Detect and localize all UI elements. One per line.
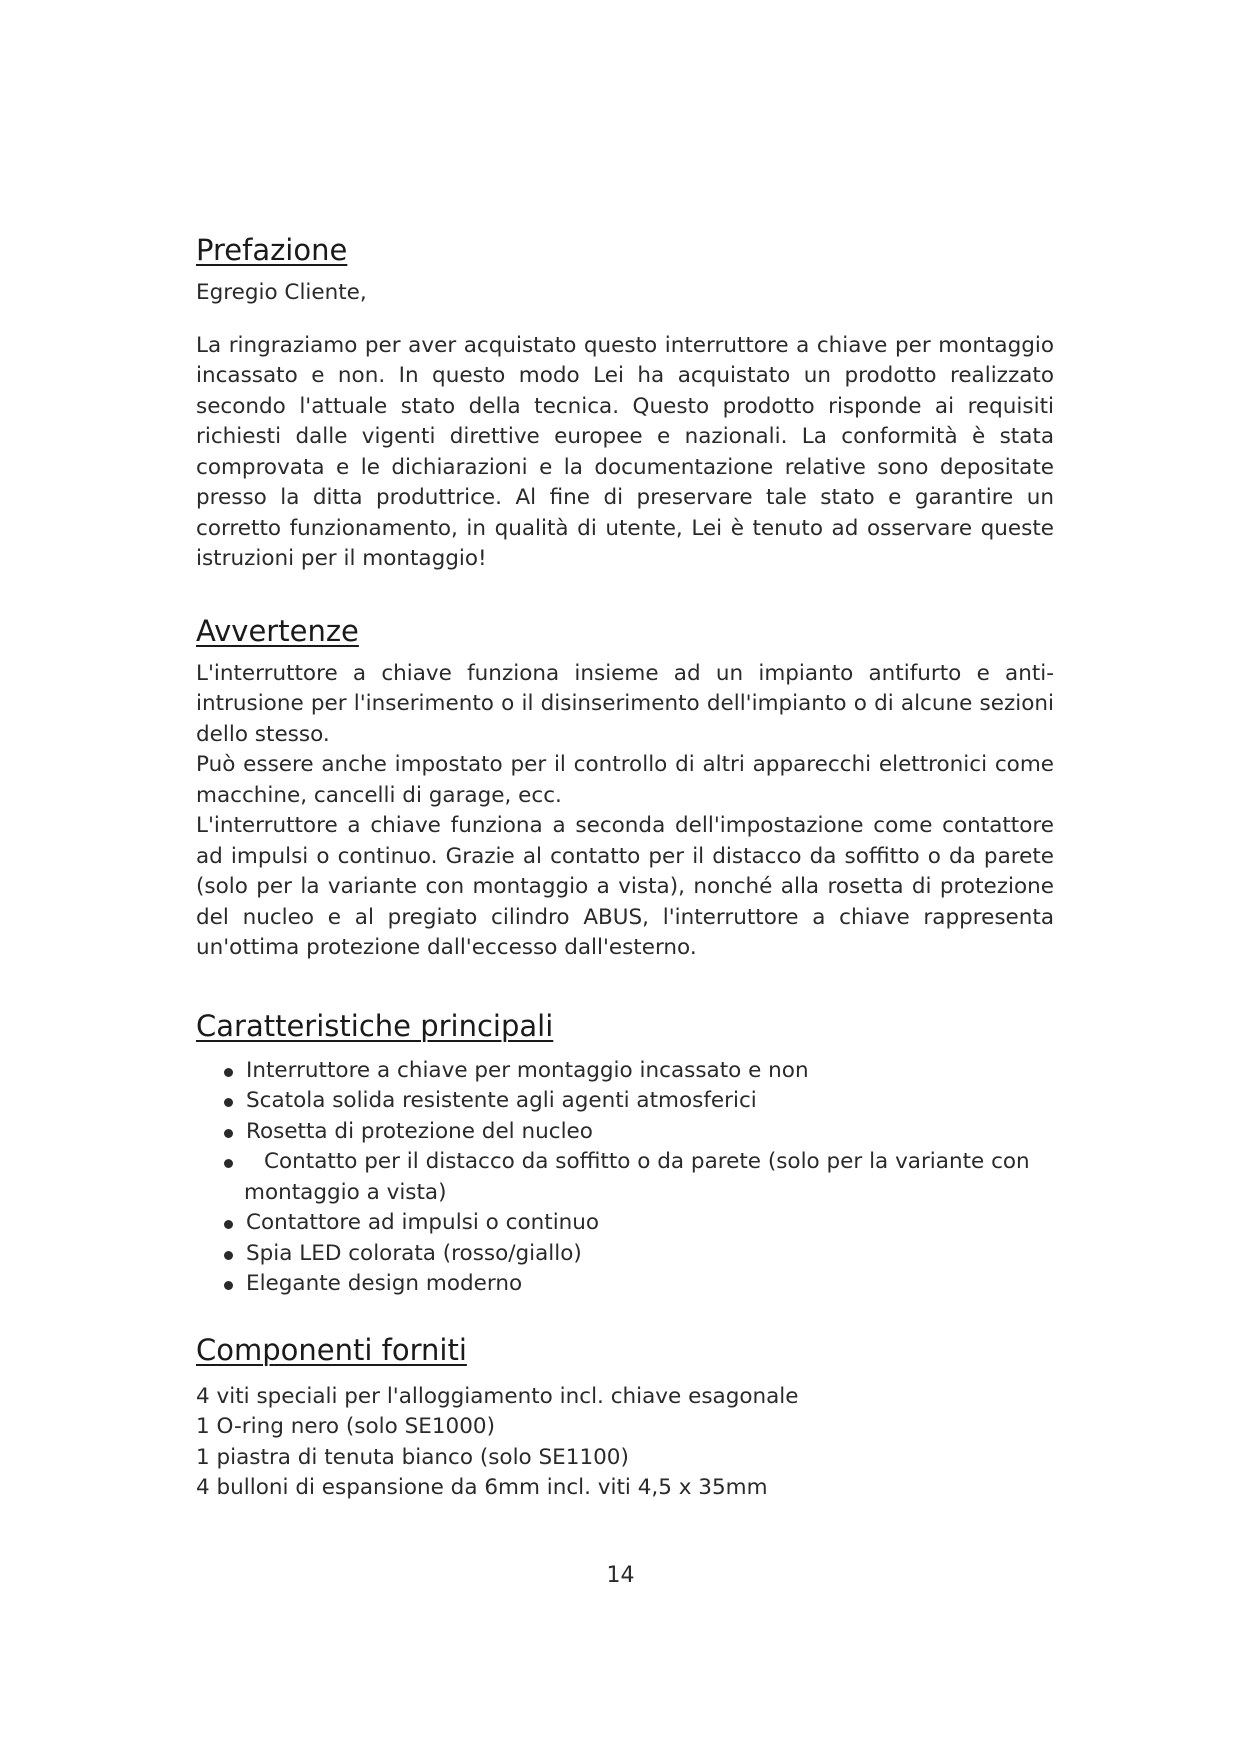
components-list	[196, 1382, 1054, 1504]
feature-item: Spia LED colorata (rosso/giallo)	[196, 1239, 1054, 1270]
preface-heading: Prefazione	[196, 233, 348, 267]
component-item: 4 bulloni di espansione da 6mm incl. viti 4,5 x 35mm	[196, 1475, 768, 1500]
feature-item: Interruttore a chiave per montaggio incassato e non	[196, 1056, 1054, 1087]
features-heading: Caratteristiche principali	[196, 1008, 554, 1043]
warnings-paragraph-1: L'interruttore a chiave funziona insieme ad un impianto antifurto e anti-intrusione per l'inserimento o il disinserimento dell'impianto o di alcune sezioni dello stesso.	[196, 660, 1054, 747]
feature-item: Contattore ad impulsi o continuo	[196, 1208, 1054, 1239]
features-list	[196, 1056, 1054, 1300]
feature-item-continuation: montaggio a vista)	[244, 1179, 447, 1205]
warnings-paragraph-3: L'interruttore a chiave funziona a seconda dell'impostazione come contattore ad impulsi o continuo. Grazie al contatto per il distacco da soffitto o da parete (solo per la variante con montaggio a vista), nonché alla rosetta di protezione del nucleo e al pregiato cilindro ABUS, l'interruttore a chiave rappresenta un'ottima protezione dall'eccesso dall'esterno.	[196, 813, 1054, 960]
warnings-heading: Avvertenze	[196, 613, 359, 648]
feature-item-text: Contatto per il distacco da soffitto o da parete (solo per la variante con	[264, 1149, 1030, 1174]
preface-body: La ringraziamo per aver acquistato questo interruttore a chiave per montaggio incassato e non. In questo modo Lei ha acquistato un prodotto realizzato secondo l'attuale stato della tecnica. Questo prodotto risponde ai requisiti richiesti dalle vigenti direttive europee e nazionali. La conformità è stata comprovata e le dichiarazioni e la documentazione relative sono depositate presso la ditta produttrice. Al fine di preservare tale stato e garantire un corretto funzionamento, in qualità di utente, Lei è tenuto ad osservare queste istruzioni per il montaggio!	[196, 332, 1054, 571]
component-item: 1 piastra di tenuta bianco (solo SE1100)	[196, 1444, 629, 1470]
component-item: 4 viti speciali per l'alloggiamento incl. chiave esagonale	[196, 1383, 799, 1409]
preface-salutation: Egregio Cliente,	[196, 280, 367, 305]
warnings-body	[196, 659, 1054, 964]
feature-item: Scatola solida resistente agli agenti atmosferici	[196, 1086, 1054, 1117]
feature-item: Elegante design moderno	[196, 1269, 1054, 1300]
page-number: 14	[606, 1563, 635, 1588]
feature-item	[196, 1147, 1054, 1208]
manual-page	[196, 228, 1054, 1504]
components-heading: Componenti forniti	[196, 1332, 467, 1367]
feature-item: Rosetta di protezione del nucleo	[196, 1117, 1054, 1148]
warnings-paragraph-2: Può essere anche impostato per il controllo di altri apparecchi elettronici come macchine, cancelli di garage, ecc.	[196, 752, 1054, 808]
component-item: 1 O-ring nero (solo SE1000)	[196, 1414, 495, 1439]
